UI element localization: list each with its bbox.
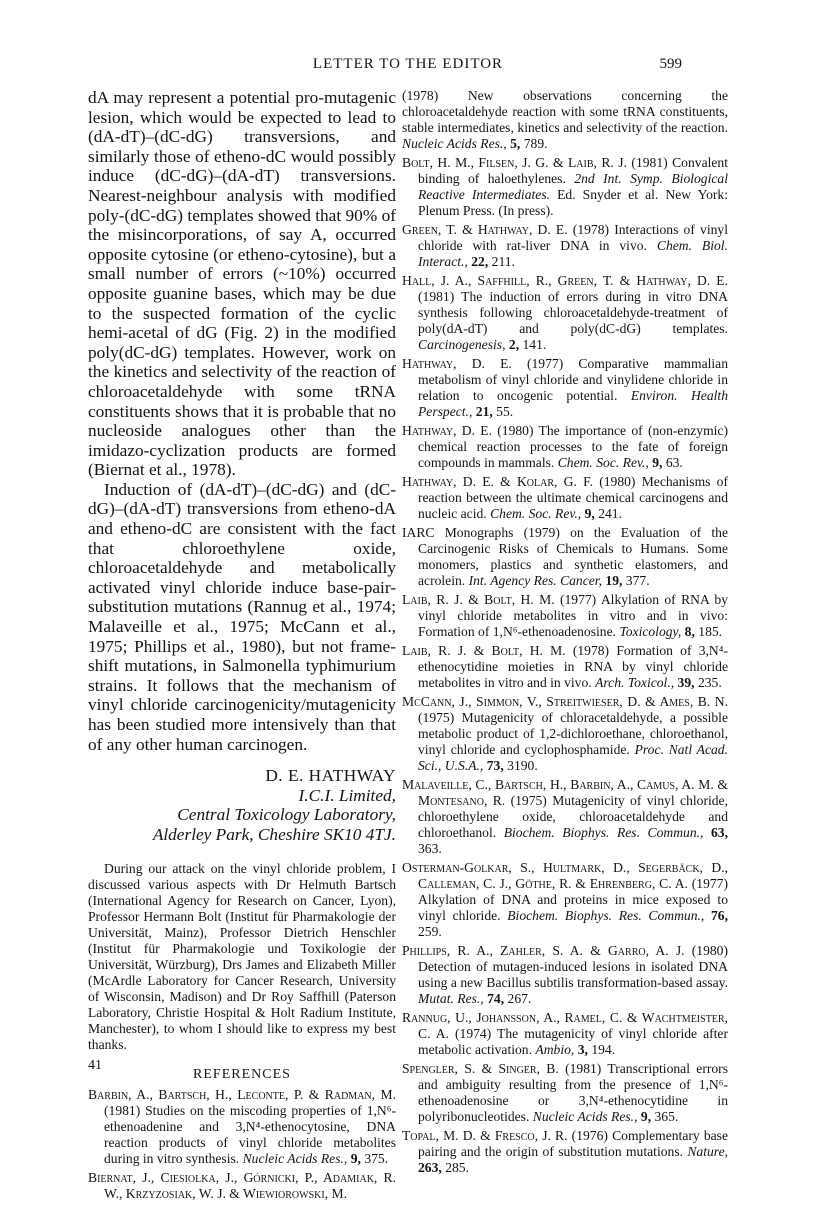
reference-journal: Nucleic Acids Res., [402,136,507,151]
reference-entry [402,694,728,774]
reference-journal: Proc. Natl Acad. Sci., U.S.A., [418,742,728,773]
author-name: D. E. HATHWAY [265,766,396,786]
acknowledgement-paragraph: During our attack on the vinyl chloride problem, I discussed various aspects with Dr Helmuth Bartsch (International Agency for Research on Cancer, Lyon), Professor Hermann Bolt (Institut für Pharmakologie der Universität, Mainz), Professor Dietrich Henschler (Institut für Pharmakologie und Toxikologie der Universität, Würzburg), Drs James and Elizabeth Miller (McArdle Laboratory for Cancer Research, University of Wisconsin, Madison) and Dr Roy Saffhill (Paterson Laboratory, Christie Hospital & Holt Radium Institute, Manchester), to whom I should like to express my best thanks. [88,860,396,1052]
reference-volume: 73, [486,758,504,773]
reference-pages: 375. [364,1150,389,1166]
reference-volume: 19, [605,573,623,588]
reference-authors: Osterman-Golkar, S., Hultmark, D., Segerbäck, D., Calleman, C. J., Göthe, R. & Ehrenberg, C. A. (1977) [402,860,728,891]
folio-number: 41 [88,1058,102,1073]
reference-authors: Bolt, H. M., Filsen, J. G. & Laib, R. J. (1981) [402,155,668,170]
reference-volume: 21, [475,404,493,419]
reference-authors: Malaveille, C., Bartsch, H., Barbin, A., Camus, A. M. & Montesano, R. (1975) [402,777,728,808]
reference-text: Mutagenicity of vinyl chloride, chloroethylene oxide, chloroacetaldehyde and chloroethanol. [418,793,728,840]
reference-pages: 789. [523,136,548,151]
reference-entry [402,356,728,420]
reference-volume: 76, [711,908,728,923]
reference-journal: Toxicology, [619,624,682,639]
reference-volume: 39, [677,675,695,690]
reference-authors: Hathway, D. E. (1977) [402,356,564,371]
reference-pages: 241. [598,506,622,521]
reference-text: The importance of (non-enzymic) chemical reaction processes to the fate of foreign compounds in mammals. [418,423,728,470]
reference-journal: 2nd Int. Symp. Biological Reactive Intermediates. [418,171,728,202]
signature-block [88,766,396,844]
reference-text: Complementary base pairing and the origin of substitution mutations. [418,1128,728,1159]
left-column [88,88,396,1205]
reference-pages: 363. [418,841,442,856]
reference-journal: Nucleic Acids Res., [242,1150,348,1166]
reference-entry [402,423,728,471]
reference-pages: 3190. [507,758,538,773]
reference-journal: Nucleic Acids Res., [532,1109,638,1124]
reference-text: Convalent binding of haloethylenes. [418,155,728,186]
reference-authors: Hathway, D. E. (1980) [402,423,534,438]
reference-text: Studies on the miscoding properties of 1,N⁶-ethenoadenine and 3,N⁴-ethenocytosine, DNA reaction products of vinyl chloride metabolites during in vitro synthesis. [104,1102,397,1166]
reference-pages: 211. [491,254,515,269]
reference-text: Comparative mammalian metabolism of vinyl chloride and vinylidene chloride in relation to oncogenic potential. [418,356,728,403]
reference-entry [88,1170,396,1202]
reference-authors: Biernat, J., Ciesiolka, J., Górnicki, P., Adamiak, R. W., Krzyzosiak, W. J. & Wiewiorowski, M. [88,1169,396,1201]
reference-pages: Ed. Snyder et al. New York: Plenum Press. (In press). [418,187,728,218]
reference-text: The mutagenicity of vinyl chloride after metabolic activation. [418,1026,728,1057]
references-heading: REFERENCES [193,1066,291,1082]
reference-text: Transcriptional errors and ambiguity resulting from the presence of 1,N⁶-ethenoadenosine or 3,N⁴-ethenocytidine in polyribonucleotides. [418,1061,728,1124]
reference-pages: 267. [507,991,532,1006]
reference-entry [402,222,728,270]
reference-volume: 74, [487,991,505,1006]
reference-journal: Nature, [687,1144,729,1159]
reference-journal: Int. Agency Res. Cancer, [468,573,602,588]
reference-volume: 9, [350,1150,361,1166]
reference-text: Formation of 3,N⁴-ethenocytidine moieties in RNA by vinyl chloride metabolites in vitro and in vivo. [418,643,728,690]
reference-journal: Mutat. Res., [418,991,484,1006]
reference-pages: 63. [665,455,683,470]
reference-authors: Rannug, U., Johansson, A., Ramel, C. & Wachtmeister, C. A. (1974) [402,1010,728,1041]
reference-text: Mutagenicity of chloracetaldehyde, a possible metabolic product of 1,2-dichloroethane, chloroethanol, vinyl chloride and cyclophosphamide. [418,710,728,757]
reference-volume: 9, [584,506,595,521]
reference-authors: Laib, R. J. & Bolt, H. M. (1977) [402,592,597,607]
reference-volume: 3, [577,1042,588,1057]
reference-volume: 9, [640,1109,652,1124]
reference-volume: 63, [711,825,728,840]
reference-entry [402,1128,728,1176]
reference-journal: Carcinogenesis, [418,337,506,352]
reference-continuation [402,88,728,152]
reference-authors: Laib, R. J. & Bolt, H. M. (1978) [402,643,610,658]
reference-journal: Chem. Soc. Rev., [557,455,649,470]
reference-text: The induction of errors during in vitro DNA synthesis following chloroacetaldehyde-treatment of poly(dA-dT) and poly(dC-dG) templates. [418,289,728,336]
reference-text: (1978) New observations concerning the chloroacetaldehyde reaction with some tRNA constituents, stable intermediates, kinetics and selectivity of the reaction. [402,88,728,135]
reference-volume: 2, [508,337,520,352]
reference-pages: 235. [697,675,722,690]
reference-entry [402,860,728,940]
reference-text: Mechanisms of reaction between the ultimate chemical carcinogens and nucleic acid. [418,474,728,521]
reference-entry [402,1061,728,1125]
reference-authors: Green, T. & Hathway, D. E. (1978) [402,222,610,237]
reference-entry [88,1087,396,1167]
reference-authors: Phillips, R. A., Zahler, S. A. & Garro, A. J. (1980) [402,943,728,958]
reference-authors: Hall, J. A., Saffhill, R., Green, T. & Hathway, D. E. (1981) [402,273,728,304]
references-list-left [88,1087,396,1202]
reference-journal: Chem. Biol. Interact., [418,238,728,269]
reference-volume: 5, [510,136,521,151]
reference-entry [402,155,728,219]
reference-journal: Arch. Toxicol., [595,675,675,690]
reference-text: IARC Monographs (1979) on the Evaluation of the Carcinogenic Risks of Chemicals to Humans. Some monomers, plastics and synthetic elastomers, and acrolein. [402,525,728,588]
reference-entry [402,777,728,857]
reference-entry [402,1010,728,1058]
reference-pages: 141. [522,337,547,352]
body-paragraph-2: Induction of (dA-dT)–(dC-dG) and (dC-dG)–(dA-dT) transversions from etheno-dA and etheno-dC are consistent with the fact that chloroethylene oxide, chloroacetaldehyde and metabolically activated vinyl chloride induce base-pair-substitution mutations (Rannug et al., 1974; Malaveille et al., 1975; McCann et al., 1975; Phillips et al., 1980), but not frame-shift mutations, in Salmonella typhimurium strains. It follows that the mechanism of vinyl chloride carcinogenicity/mutagenicity has been studied more intensively than that of any other human carcinogen. [88,479,396,754]
running-title: LETTER TO THE EDITOR [312,56,504,72]
reference-entry [402,273,728,353]
references-list-right [402,155,728,1176]
reference-volume: 9, [652,455,663,470]
reference-pages: 259. [418,924,442,939]
body-paragraph-1: dA may represent a potential pro-mutagenic lesion, which would be expected to lead to (dA-dT)–(dC-dG) transversions, and similarly those of etheno-dC would possibly induce (dC-dG)–(dA-dT) transversions. Nearest-neighbour analysis with modified poly-(dC-dG) templates showed that 90% of the misincorporations, of say A, occurred opposite cytosine (or etheno-cytosine), but a small number of errors (~10%) occurred opposite guanine bases, which may be due to the suspected formation of the cyclic hemi-acetal of dG (Fig. 2) in the modified poly(dC-dG) templates. However, work on the kinetics and selectivity of the reaction of chloroacetaldehyde with some tRNA constituents shows that it is probable that no nucleoside analogues other than the imidazo-cyclization products are formed (Biernat et al., 1978). [88,88,396,480]
reference-authors: Topal, M. D. & Fresco, J. R. (1976) [402,1128,608,1143]
reference-pages: 194. [591,1042,616,1057]
reference-pages: 285. [445,1160,469,1175]
reference-text: Interactions of vinyl chloride with rat-liver DNA in vivo. [418,222,728,253]
reference-pages: 55. [496,404,514,419]
reference-pages: 365. [654,1109,679,1124]
reference-authors: Hathway, D. E. & Kolar, G. F. (1980) [402,474,636,489]
reference-text: Alkylation of RNA by vinyl chloride metabolites in vitro and in vivo: Formation of 1,N⁶-ethenoadenosine. [418,592,728,639]
reference-journal: Biochem. Biophys. Res. Commun., [507,908,705,923]
reference-volume: 22, [471,254,489,269]
reference-volume: 8, [684,624,695,639]
reference-authors: McCann, J., Simmon, V., Streitwieser, D. & Ames, B. N. (1975) [402,694,728,725]
reference-journal: Chem. Soc. Rev., [490,506,582,521]
reference-volume: 263, [418,1160,442,1175]
author-address: Alderley Park, Cheshire SK10 4TJ. [152,824,396,844]
reference-entry [402,474,728,522]
page-header [0,56,816,80]
reference-pages: 377. [625,573,650,588]
reference-journal: Ambio, [535,1042,575,1057]
page-number: 599 [659,56,682,72]
reference-pages: 185. [698,624,723,639]
reference-entry [402,943,728,1007]
reference-entry [402,592,728,640]
reference-text: Alkylation of DNA and proteins in mice exposed to vinyl chloride. [418,892,728,923]
right-column [402,88,728,1179]
author-organization: I.C.I. Limited, [298,785,396,805]
reference-journal: Biochem. Biophys. Res. Commun., [503,825,704,840]
reference-text: Detection of mutagen-induced lesions in isolated DNA using a new Bacillus subtilis transformation-based assay. [418,959,728,990]
reference-authors: Spengler, S. & Singer, B. (1981) [402,1061,602,1076]
author-laboratory: Central Toxicology Laboratory, [177,805,396,825]
reference-journal: Environ. Health Perspect., [418,388,728,419]
reference-authors: Barbin, A., Bartsch, H., Leconte, P. & Radman, M. (1981) [88,1086,396,1118]
reference-entry [402,643,728,691]
reference-entry [402,525,728,589]
